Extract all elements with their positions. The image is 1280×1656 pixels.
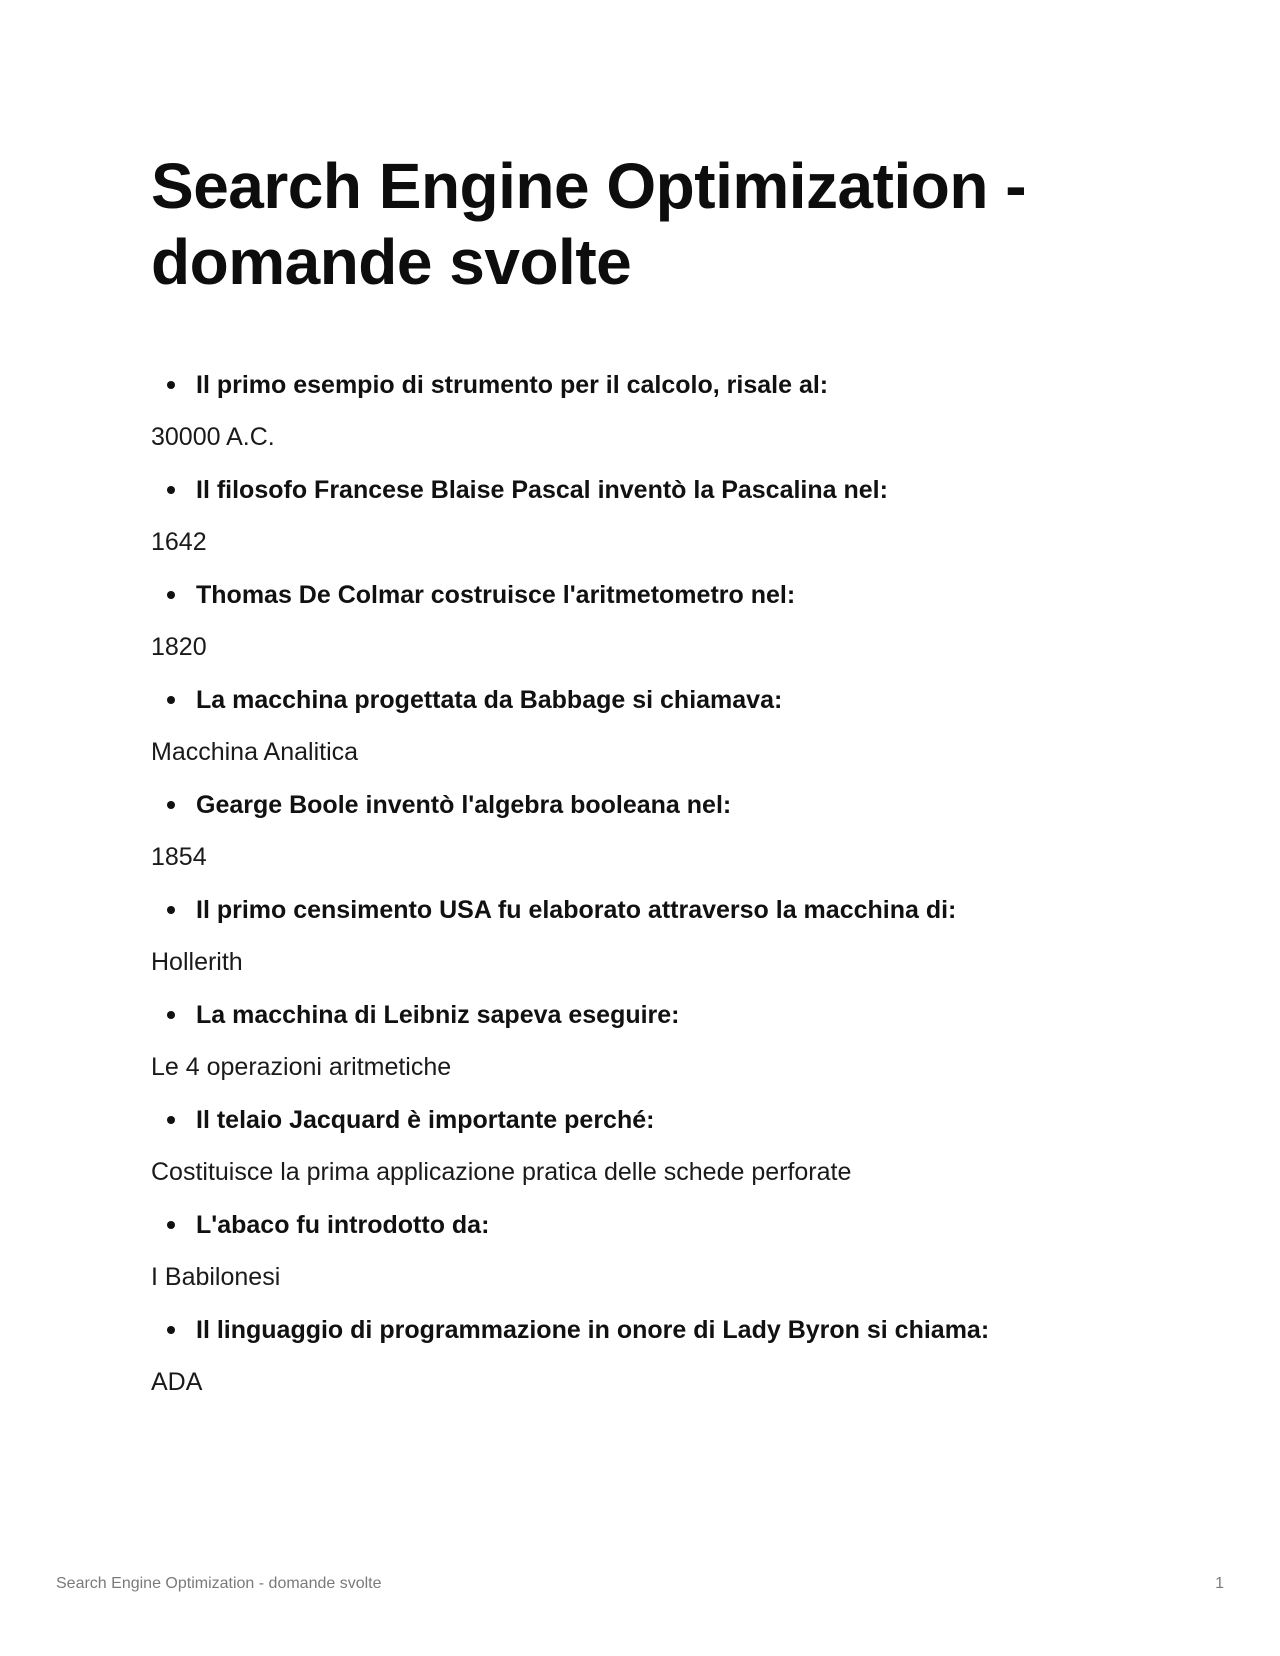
answer-text: 1642: [151, 528, 207, 556]
question-text: Il linguaggio di programmazione in onore di Lady Byron si chiama:: [196, 1316, 990, 1344]
question-text: Il filosofo Francese Blaise Pascal inventò la Pascalina nel:: [196, 476, 888, 504]
answer-text: Costituisce la prima applicazione pratica delle schede perforate: [151, 1158, 852, 1186]
answer-text: Le 4 operazioni aritmetiche: [151, 1053, 452, 1081]
qa-item: [151, 995, 1151, 1100]
question-text: La macchina di Leibniz sapeva eseguire:: [196, 1001, 680, 1029]
answer-text: 1820: [151, 633, 207, 661]
bullet-icon: [167, 906, 175, 914]
question-bullet-item: [151, 470, 888, 510]
answer-text: Hollerith: [151, 948, 243, 976]
question-bullet-item: [151, 785, 731, 825]
question-bullet-item: [151, 680, 782, 720]
question-text: Il primo censimento USA fu elaborato attraverso la macchina di:: [196, 896, 957, 924]
bullet-icon: [167, 381, 175, 389]
question-bullet-item: [151, 890, 956, 930]
bullet-icon: [167, 1326, 175, 1334]
footer-page-number: 1: [1215, 1575, 1224, 1592]
question-text: L'abaco fu introdotto da:: [196, 1211, 490, 1239]
question-text: Il primo esempio di strumento per il calcolo, risale al:: [196, 371, 829, 399]
question-bullet-item: [151, 365, 828, 405]
answer-text: 1854: [151, 843, 207, 871]
question-bullet-item: [151, 1310, 989, 1350]
question-bullet-item: [151, 995, 680, 1035]
bullet-icon: [167, 1011, 175, 1019]
question-bullet-item: [151, 575, 795, 615]
footer-document-title: Search Engine Optimization - domande svolte: [56, 1575, 382, 1592]
question-text: La macchina progettata da Babbage si chiamava:: [196, 686, 783, 714]
question-text: Thomas De Colmar costruisce l'aritmetometro nel:: [196, 581, 796, 609]
answer-text: ADA: [151, 1368, 203, 1396]
question-bullet-item: [151, 1205, 489, 1245]
answer-text: 30000 A.C.: [151, 423, 275, 451]
bullet-icon: [167, 1221, 175, 1229]
qa-item: [151, 1205, 1151, 1310]
qa-item: [151, 365, 1151, 470]
answer-text: I Babilonesi: [151, 1263, 281, 1291]
bullet-icon: [167, 486, 175, 494]
qa-item: [151, 785, 1151, 890]
qa-item: [151, 1100, 1151, 1205]
qa-item: [151, 1310, 1151, 1415]
page-title: Search Engine Optimization - domande svolte: [151, 150, 1026, 298]
question-answer-list: [151, 365, 1151, 1415]
qa-item: [151, 470, 1151, 575]
question-text: Gearge Boole inventò l'algebra booleana nel:: [196, 791, 732, 819]
question-bullet-item: [151, 1100, 654, 1140]
qa-item: [151, 575, 1151, 680]
qa-item: [151, 890, 1151, 995]
answer-text: Macchina Analitica: [151, 738, 359, 766]
bullet-icon: [167, 696, 175, 704]
qa-item: [151, 680, 1151, 785]
bullet-icon: [167, 591, 175, 599]
bullet-icon: [167, 1116, 175, 1124]
question-text: Il telaio Jacquard è importante perché:: [196, 1106, 655, 1134]
bullet-icon: [167, 801, 175, 809]
